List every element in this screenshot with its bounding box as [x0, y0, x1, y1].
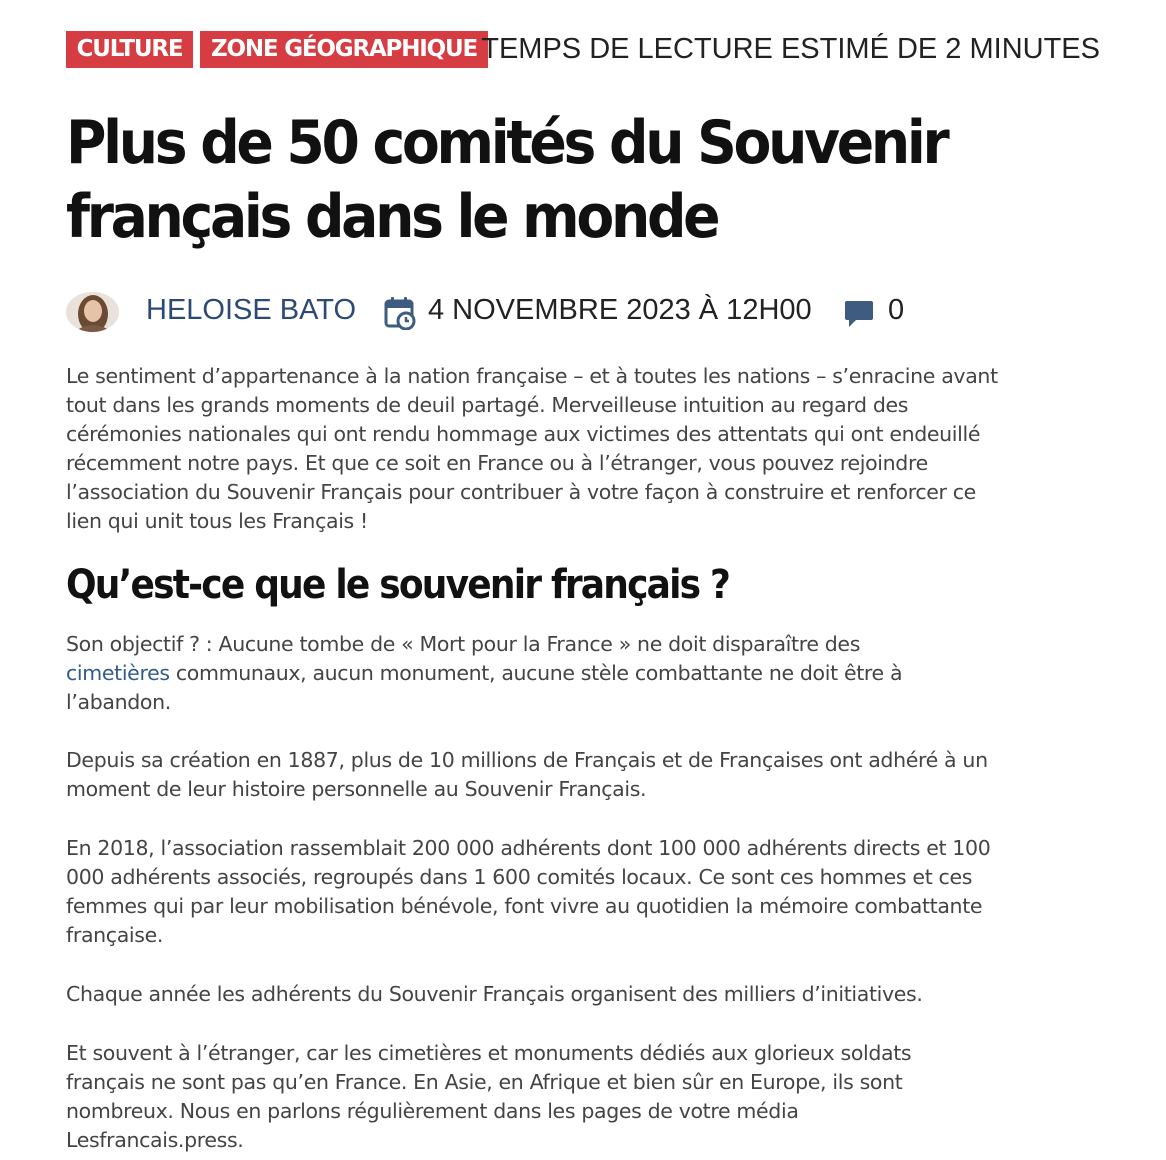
publication-date: 4 NOVEMBRE 2023 À 12H00 — [428, 294, 812, 326]
intro-paragraph: Le sentiment d’appartenance à la nation française – et à toutes les nations – s’enracine avant tout dans les grands moments de deuil partagé. Merveilleuse intuition au regard des cérémonies nationales qui ont rendu hommage aux victimes des attentats qui ont endeuillé récemment notre pays. Et que ce soit en France ou à l’étranger, vous pouvez rejoindre l’association du Souvenir Français pour contribuer à votre façon à construire et renforcer ce lien qui unit tous les Français ! — [66, 364, 998, 533]
comment-icon[interactable] — [844, 299, 874, 329]
paragraph-history: Depuis sa création en 1887, plus de 10 millions de Français et de Françaises ont adhéré à un moment de leur histoire personnelle au Souvenir Français. — [66, 748, 988, 801]
calendar-icon — [384, 296, 416, 330]
section-heading: Qu’est-ce que le souvenir français ? — [66, 562, 730, 608]
cimetieres-link[interactable]: cimetières — [66, 661, 170, 685]
comment-count[interactable]: 0 — [888, 294, 905, 326]
author-name-link[interactable]: HELOISE BATO — [146, 294, 357, 326]
author-avatar[interactable] — [66, 292, 119, 332]
byline — [66, 292, 1100, 334]
reading-time: TEMPS DE LECTURE ESTIMÉ DE 2 MINUTES — [481, 33, 1100, 65]
paragraph-members: En 2018, l’association rassemblait 200 000 adhérents dont 100 000 adhérents directs et 100 000 adhérents associés, regroupés dans 1 600 comités locaux. Ce sont ces hommes et ces femmes qui par leur mobilisation bénévole, font vivre au quotidien la mémoire combattante française. — [66, 836, 991, 947]
category-tag-culture[interactable]: CULTURE — [66, 31, 193, 68]
article-meta-row — [66, 31, 1100, 68]
article-title: Plus de 50 comités du Souvenir français dans le monde — [66, 108, 947, 252]
paragraph-initiatives: Chaque année les adhérents du Souvenir Français organisent des milliers d’initiatives. — [66, 982, 923, 1006]
paragraph-objective-text-start: Son objectif ? : Aucune tombe de « Mort pour la France » ne doit disparaître des — [66, 632, 861, 656]
avatar-photo-icon — [66, 292, 119, 332]
paragraph-objective-text-end: communaux, aucun monument, aucune stèle combattante ne doit être à l’abandon. — [66, 661, 903, 714]
paragraph-abroad: Et souvent à l’étranger, car les cimetières et monuments dédiés aux glorieux soldats français ne sont pas qu’en France. En Asie, en Afrique et bien sûr en Europe, ils sont nombreux. Nous en parlons régulièrement dans les pages de votre média Lesfrancais.press. — [66, 1041, 912, 1152]
paragraph-objective — [66, 630, 946, 717]
category-tag-zone-geographique[interactable]: ZONE GÉOGRAPHIQUE — [200, 31, 488, 68]
